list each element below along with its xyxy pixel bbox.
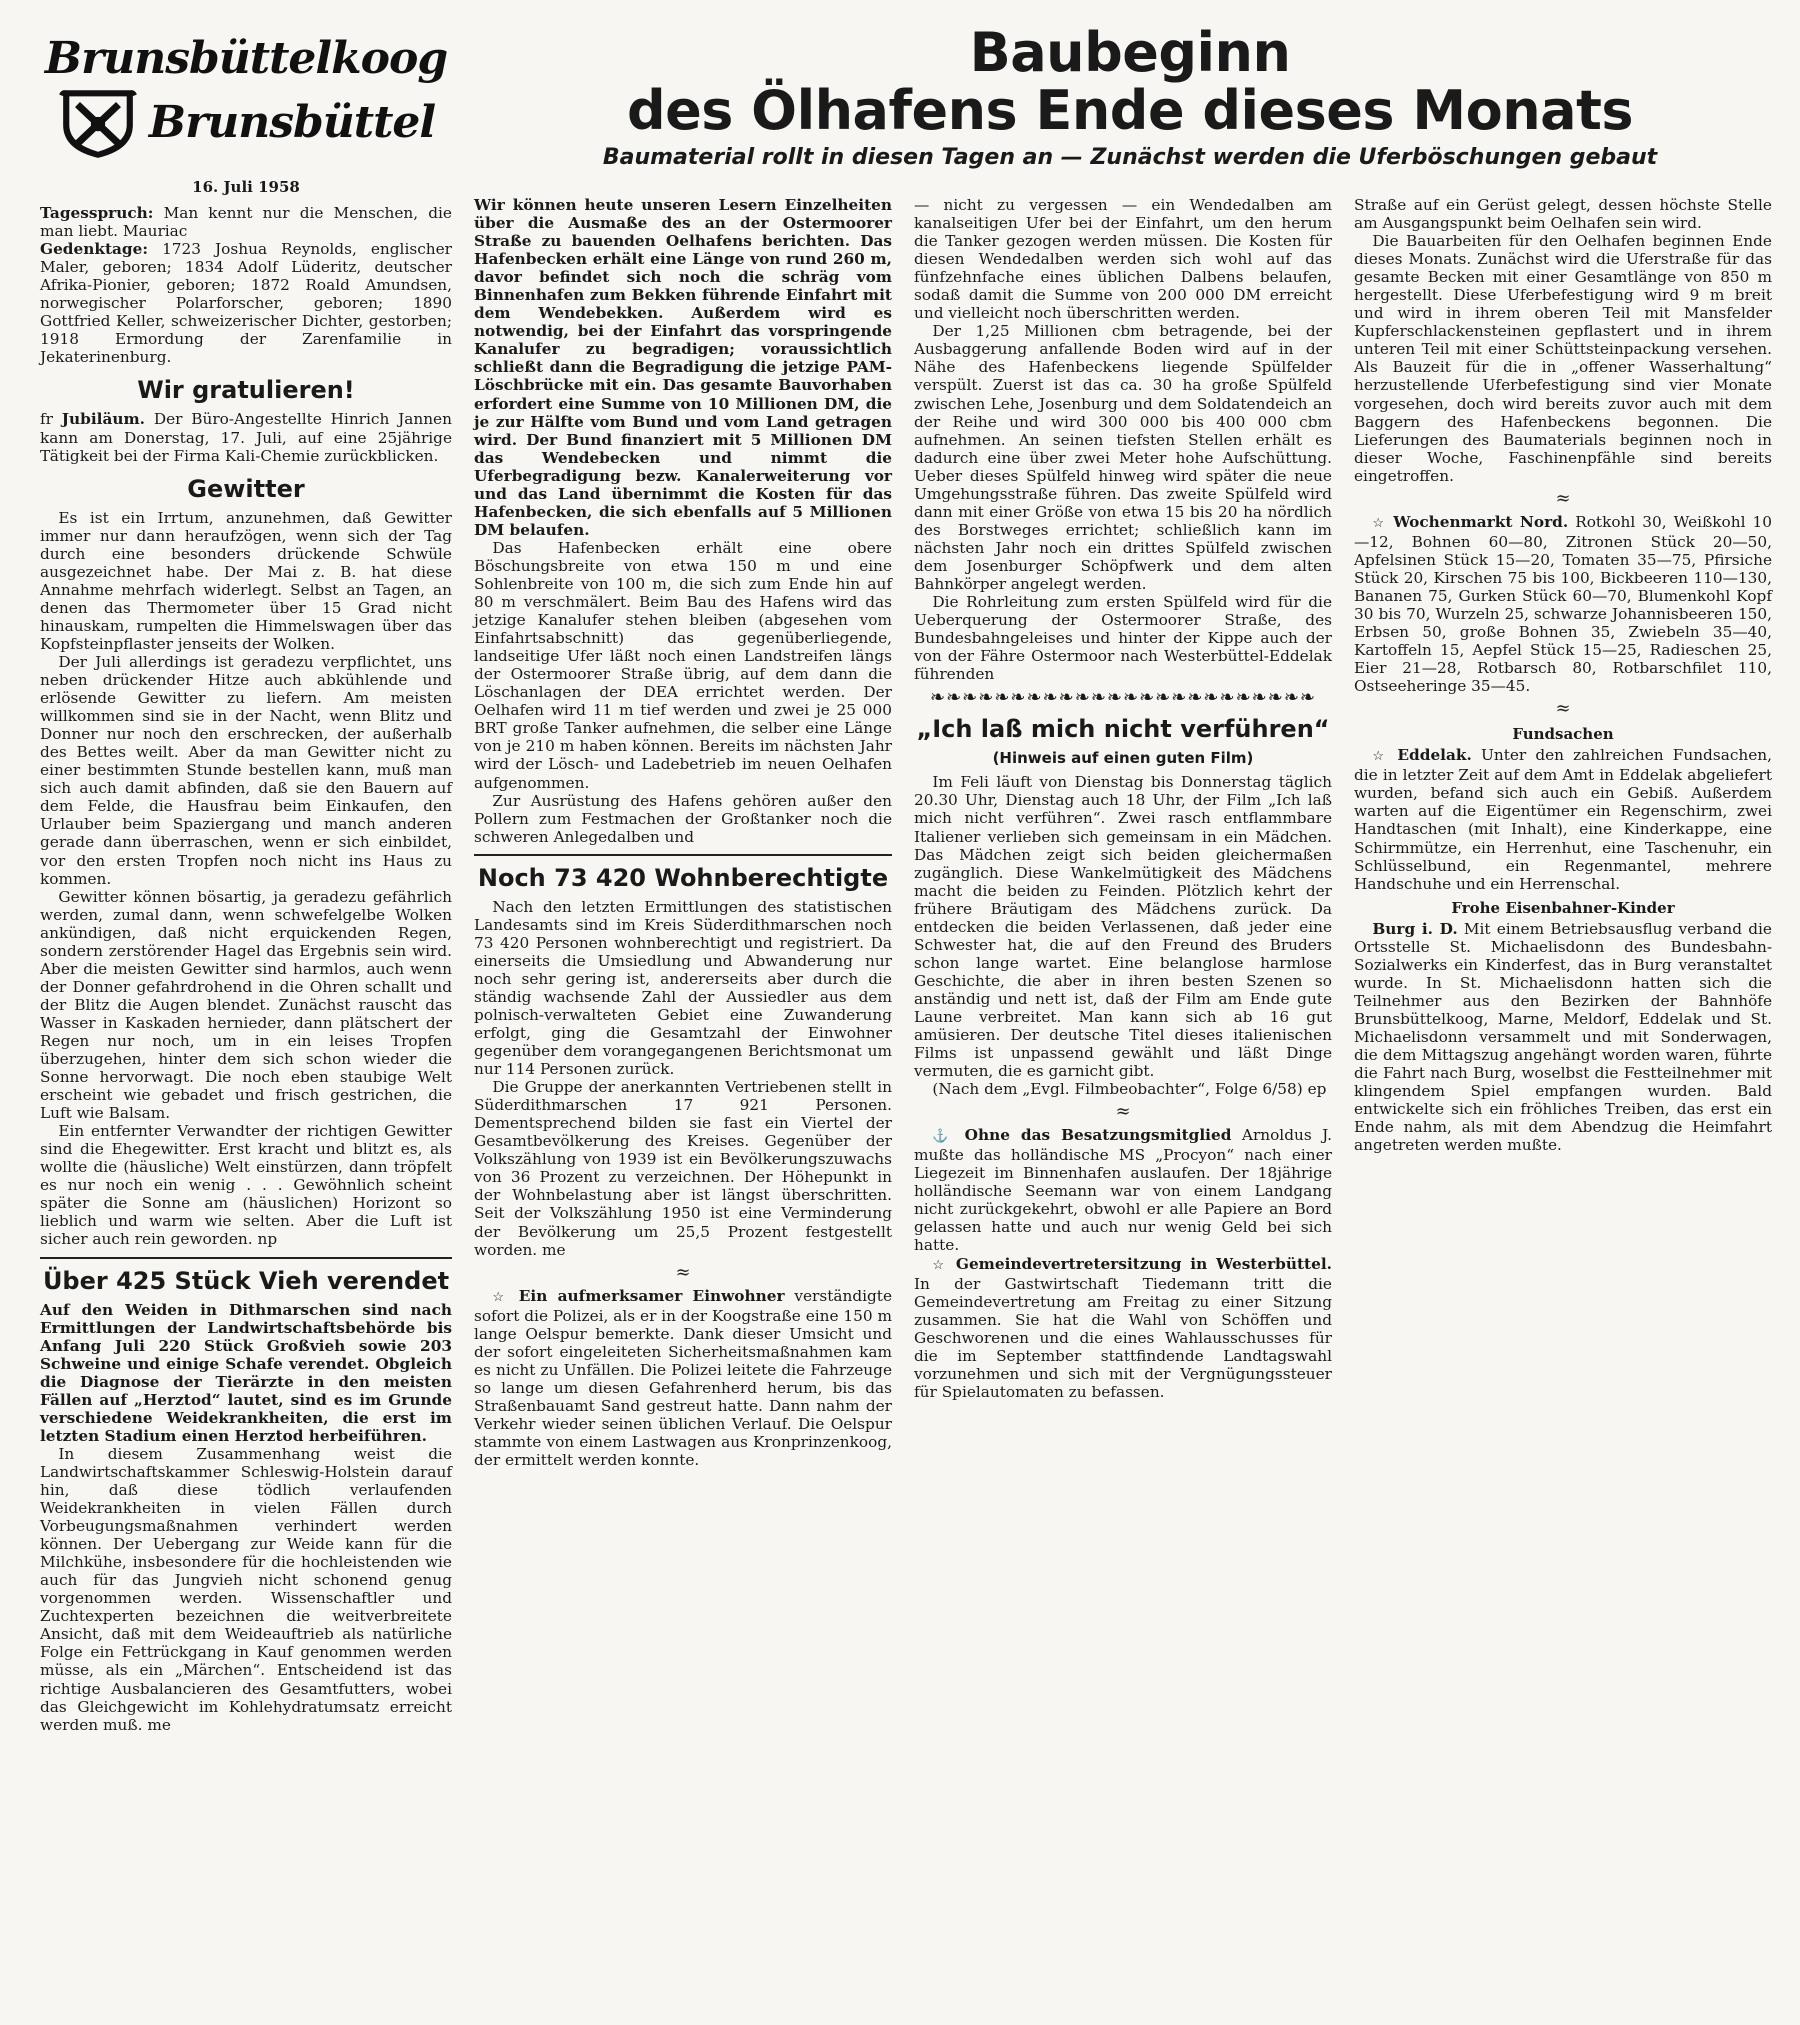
heading-fundsachen: Fundsachen xyxy=(1512,725,1614,744)
tagesspruch: Tagesspruch: Man kennt nur die Menschen, die man liebt. Mauriac xyxy=(40,204,452,241)
main-subheadline: Baumaterial rollt in diesen Tagen an — Zunächst werden die Uferböschungen gebaut xyxy=(602,145,1658,170)
heading-vieh: Über 425 Stück Vieh verendet xyxy=(42,1266,450,1295)
film-source: (Nach dem „Evgl. Filmbeobachter“, Folge 6/58) ep xyxy=(932,1080,1327,1099)
section-separator: ≈ xyxy=(1555,487,1571,509)
main-headline-line1: Baubeginn xyxy=(969,21,1291,84)
oelhafen-paragraph: Das Hafenbecken erhält eine obere Böschungsbreite von etwa 150 m und eine Sohlenbreite von 100 m, die sich zum Ende hin auf 80 m verschmälert. Beim Bau des Hafens wird das jetzige Kanalufer stehen bleiben (abgesehen vom Einfahrtsabschnitt) das gegenüberliegende, landseitige Ufer läßt noch einen Landstreifen längs der Ostermoorer Straße übrig, auf dem dann die Löschanlagen der DEA errichtet werden. Der Oelhafen wird 11 m tief werden und zwei je 25 000 BRT große Tanker aufnehmen, die selber eine Länge von je 210 m haben können. Bereits im nächsten Jahr wird der Lösch- und Ladebetrieb im neuen Oelhafen aufgenommen. xyxy=(474,538,892,792)
issue-date: 16. Juli 1958 xyxy=(192,178,300,196)
main-headline-block xyxy=(490,21,1770,172)
masthead xyxy=(40,34,452,162)
heading-gewitter: Gewitter xyxy=(187,474,305,503)
masthead-line1: Brunsbüttelkoog xyxy=(44,33,448,84)
column-1 xyxy=(40,0,452,1734)
einwohner-paragraph: ☆ Ein aufmerksamer Einwohner verständigte sofort die Polizei, als er in der Koogstraße eine 150 m lange Oelspur bemerkte. Dank dieser Umsicht und der sofort eingeleiteten Sicherheitsmaßnahmen kam es nicht zu Unfällen. Die Polizei leitete die Fahrzeuge so lange um diesen Gefahrenherd herum, bis das Straßenbauamt Sand gestreut hatte. Dann nahm der Verkehr wieder seinen üblichen Verlauf. Die Oelspur stammte von einem Lastwagen aus Kronprinzenkoog, der ermittelt werden konnte. xyxy=(474,1286,892,1470)
gemeinde-paragraph: ☆ Gemeindevertretersitzung in Westerbüttel. In der Gastwirtschaft Tiedemann tritt die Gemeindevertretung am Freitag zu einer Sitzung zusammen. Sie hat die Wahl von Schöffen und Geschworenen und die eines Wahlausschusses für die im September stattfindende Landtagswahl vorzunehmen und sich mit der Vergnügungssteuer für Spielautomaten zu befassen. xyxy=(914,1254,1332,1401)
oelhafen-paragraph: Der 1,25 Millionen cbm betragende, bei der Ausbaggerung anfallende Boden wird auf in der Nähe des Hafenbeckens liegende Spülfelder verspült. Zuerst ist das ca. 30 ha große Spülfeld zwischen Lehe, Josenburg und dem Soldatendeich an der Reihe und wird 300 000 bis 400 000 cbm aufnehmen. An seinen tiefsten Stellen erhält es dadurch eine über zwei Meter hohe Aufschüttung. Ueber dieses Spülfeld hinweg wird später die neue Umgehungsstraße führen. Das zweite Spülfeld wird dann mit einer Größe von etwa 15 bis 20 ha nördlich des Borstweges errichtet; schließlich kann im nächsten Jahr noch ein drittes Spülfeld zwischen dem Josenburger Schöpfwerk und dem alten Bahnkörper angelegt werden. xyxy=(914,322,1332,593)
oelhafen-lead: Wir können heute unseren Lesern Einzelheiten über die Ausmaße des an der Ostermoorer Straße zu bauenden Oelhafens berichten. Das Hafenbecken erhält eine Länge von rund 260 m, davor befindet sich noch die schräg vom Binnenhafen zum Bekken führende Einfahrt mit dem Wendebekken. Außerdem wird es notwendig, bei der Einfahrt das vorspringende Kanalufer zu begradigen; voraussichtlich schließt dann die Begradigung die jetzige PAM-Löschbrücke mit ein. Das gesamte Bauvorhaben erfordert eine Summe von 10 Millionen DM, die je zur Hälfte vom Bund und vom Land getragen wird. Der Bund finanziert mit 5 Millionen DM das Wendebecken und nimmt die Uferbegradigung bezw. Kanalerweiterung vor und das Land übernimmt die Kosten für das Hafenbecken, die sich ebenfalls auf 5 Millionen DM belaufen. xyxy=(474,196,892,539)
besatzung-paragraph: ⚓ Ohne das Besatzungsmitglied Arnoldus J. mußte das holländische MS „Procyon“ nach einer Liegezeit im Binnenhafen auslaufen. Der 18jährige holländische Seemann war von einem Landgang nicht zurückgekehrt, obwohl er alle Papiere an Bord gelassen hatte und auch nur wenig Geld bei sich hatte. xyxy=(914,1126,1332,1255)
gedenktage: Gedenktage: 1723 Joshua Reynolds, englischer Maler, geboren; 1834 Adolf Lüderitz, deutscher Afrika-Pionier, geboren; 1872 Roald Amundsen, norwegischer Polarforscher, geboren; 1890 Gottfried Keller, schweizerischer Dichter, gestorben; 1918 Ermordung der Zarenfamilie in Jekaterinenburg. xyxy=(40,240,452,367)
kinder-paragraph: Burg i. D. Mit einem Betriebsausflug verband die Ortsstelle St. Michaelisdonn des Bundesbahn-Sozialwerks ein Kinderfest, das in Burg veranstaltet wurde. In St. Michaelisdonn hatten sich die Teilnehmer aus den Bezirken der Bahnhöfe Brunsbüttelkoog, Marne, Meldorf, Eddelak und St. Michaelisdonn versammelt und mit Sonderwagen, die dem Mittagszug angehängt worden waren, führte die Fahrt nach Burg, woselbst die Festteilnehmer mit klingendem Spiel empfangen wurden. Bald entwickelte sich ein fröhliches Treiben, das erst ein Ende nahm, als mit dem Abendzug die Heimfahrt angetreten werden mußte. xyxy=(1354,919,1772,1155)
section-separator: ≈ xyxy=(1115,1101,1131,1123)
vieh-lead: Auf den Weiden in Dithmarschen sind nach Ermittlungen der Landwirtschaftsbehörde bis Anfang Juli 220 Stück Großvieh sowie 203 Schweine und einige Schafe verendet. Obgleich die Diagnose der Tierärzte in den meisten Fällen auf „Herztod“ lautet, sind es im Grunde verschiedene Weidekrankheiten, die erst im letzten Stadium einen Herztod herbeiführen. xyxy=(40,1300,452,1445)
fundsachen-paragraph: ☆ Eddelak. Unter den zahlreichen Fundsachen, die in letzter Zeit auf dem Amt in Eddelak abgeliefert wurden, befand sich auch ein Gebiß. Außerdem warten auf die Eigentümer ein Regenschirm, zwei Handtaschen (mit Inhalt), eine Kinderkappe, eine Schirmmütze, ein Herrenhut, eine Taschenuhr, ein Schlüsselbund, ein Regenmantel, mehrere Handschuhe und ein Herrenschal. xyxy=(1354,746,1773,893)
oelhafen-paragraph: Zur Ausrüstung des Hafens gehören außer den Pollern zum Festmachen der Großtanker noch die schweren Anlegedalben und xyxy=(474,791,892,846)
masthead-line2: Brunsbüttel xyxy=(148,97,436,148)
film-subheading: (Hinweis auf einen guten Film) xyxy=(992,749,1254,768)
main-headline-line2: des Ölhafens Ende dieses Monats xyxy=(626,79,1634,142)
ship-icon: ⚓ xyxy=(932,1129,955,1145)
wohnberechtigte-paragraph: Nach den letzten Ermittlungen des statistischen Landesamts sind im Kreis Süderdithmarschen noch 73 420 Personen wohnberechtigt und registriert. Da einerseits die Umsiedlung und Abwanderung nur noch sehr gering ist, andererseits aber durch die ständig wachsende Zahl der Aussiedler aus dem polnisch-verwalteten Gebiet eine Zuwanderung erfolgt, ging die Gesamtzahl der Einwohner gegenüber dem vorangegangenen Berichtsmonat um nur 114 Personen zurück. xyxy=(474,897,892,1079)
divider xyxy=(40,1257,452,1259)
column-3 xyxy=(914,196,1332,1401)
section-separator: ≈ xyxy=(675,1261,691,1283)
heading-eisenbahner-kinder: Frohe Eisenbahner-Kinder xyxy=(1451,898,1675,917)
star-icon: ☆ xyxy=(932,1257,948,1273)
vieh-paragraph: In diesem Zusammenhang weist die Landwirtschaftskammer Schleswig-Holstein darauf hin, daß diese tödlich verlaufenden Weidekrankheiten in vielen Fällen durch Vorbeugungsmaßnahmen verhindert werden können. Der Uebergang zur Weide kann für die Milchkühe, insbesondere für die hochleistenden wie auch für das Jungvieh nicht schonend genug vorgenommen werden. Wissenschaftler und Zuchtexperten bezeichnen die weitverbreitete Ansicht, daß mit dem Weideauftrieb als natürliche Folge ein Fettrückgang in Kauf genommen werden müsse, als ein „Märchen“. Entscheidend ist das richtige Ausbalancieren des Gesamtfutters, wobei das Gleichgewicht im Kohlehydratumsatz erreicht werden muß. me xyxy=(40,1444,452,1734)
column-4 xyxy=(1354,196,1772,1154)
heading-gratulieren: Wir gratulieren! xyxy=(137,376,355,405)
star-icon: ☆ xyxy=(492,1289,509,1305)
gewitter-paragraph: Es ist ein Irrtum, anzunehmen, daß Gewitter immer nur dann heraufzögen, wenn sich der Tag durch eine besonders drückende Schwüle ausgezeichnet habe. Der Mai z. B. hat diese Annahme mehrfach widerlegt. Selbst an Tagen, an denen das Thermometer über 15 Grad nicht hinauskam, rumpelten die Himmelswagen über das Kopfsteinpflaster jenseits der Wolken. xyxy=(40,508,452,653)
ornamental-divider: ❧❧❧❧❧❧❧❧❧❧❧❧❧❧❧❧❧❧❧❧❧❧❧❧ xyxy=(930,689,1316,708)
oelhafen-paragraph: Die Rohrleitung zum ersten Spülfeld wird für die Ueberquerung der Ostermoorer Straße, des Bundesbahngeleises und hinter der Kippe auch der von der Fähre Ostermoor nach Westerbüttel-Eddelak führenden xyxy=(914,593,1332,684)
oelhafen-paragraph: Die Bauarbeiten für den Oelhafen beginnen Ende dieses Monats. Zunächst wird die Uferstraße für das gesamte Becken mit einer Gesamtlänge von 850 m hergestellt. Diese Uferbefestigung wird 9 m breit und wird in ihrem oberen Teil mit Mansfelder Kupferschlackensteinen gepflastert und in ihrem unteren Teil mit einer Schüttsteinpackung versehen. Als Bauzeit für die in „offener Wasserhaltung“ herzustellende Uferbefestigung sind vier Monate vorgesehen, doch wird bereits zuvor auch mit dem Baggern des Hafenbeckens begonnen. Die Lieferungen des Baumaterials beginnen noch in dieser Woche, Faschinenpfähle sind bereits eingetroffen. xyxy=(1354,232,1772,485)
gewitter-paragraph: Gewitter können bösartig, ja geradezu gefährlich werden, zumal dann, wenn schwefelgelbe Wolken ankündigen, daß nicht erquickenden Regen, sondern zerstörender Hagel das Ergebnis sein wird. Aber die meisten Gewitter sind harmlos, auch wenn der Donner gefahrdrohend in die Ohren schallt und der Blitz die Augen blendet. Zunächst rauscht das Wasser in Kaskaden hernieder, dann plätschert der Regen nur noch, um in ein leises Tropfen überzugehen, hinter dem sich schon wieder die Sonne hervorwagt. Die noch eben staubige Welt erscheint wie gebadet und frisch gestrichen, die Luft wie Balsam. xyxy=(40,887,452,1123)
column-2 xyxy=(474,196,892,1469)
star-icon: ☆ xyxy=(1372,515,1387,531)
gewitter-paragraph: Ein entfernter Verwandter der richtigen Gewitter sind die Ehegewitter. Erst kracht und blitzt es, als wollte die (häusliche) Welt einstürzen, dann tröpfelt es nur noch ein wenig . . . Gewöhnlich scheint später die Sonne am (häuslichen) Horizont so lieblich und warm wie selten. Aber die Luft ist sicher auch rein geworden. np xyxy=(40,1122,452,1249)
jubilaeum-text: fr Jubiläum. Der Büro-Angestellte Hinrich Jannen kann am Donerstag, 17. Juli, auf eine 25jährige Tätigkeit bei der Firma Kali-Chemie zurückblicken. xyxy=(40,410,452,465)
coat-of-arms-icon xyxy=(57,84,139,162)
gewitter-paragraph: Der Juli allerdings ist geradezu verpflichtet, uns neben drückender Hitze auch abkühlende und erlösende Gewitter zu liefern. Am meisten willkommen sind sie in der Nacht, wenn Blitz und Donner nur noch den erschrecken, der außerhalb des Bettes weilt. Aber da man Gewitter nicht zu einer bestimmten Stunde bestellen kann, muß man sich auch damit abfinden, daß sie den Bauern auf dem Felde, die Hausfrau beim Einkaufen, den Urlauber beim Spaziergang und manch anderen gerade dann überraschen, wenn er sich einbildet, vor den ersten Tropfen noch nicht ins Haus zu kommen. xyxy=(40,652,452,888)
wochenmarkt-paragraph: ☆ Wochenmarkt Nord. Rotkohl 30, Weißkohl 10—12, Bohnen 60—80, Zitronen Stück 20—50, Apfelsinen Stück 15—20, Tomaten 35—75, Pfirsiche Stück 20, Kirschen 75 bis 100, Bickbeeren 110—130, Bananen 75, Gurken Stück 60—70, Blumenkohl Kopf 30 bis 70, Wurzeln 25, schwarze Johannisbeeren 150, Erbsen 50, große Bohnen 35, Zwiebeln 35—40, Kartoffeln 15, Aepfel Stück 15—25, Radieschen 25, Eier 21—28, Rotbarsch 80, Rotbarschfilet 110, Ostseeheringe 35—45. xyxy=(1354,512,1772,696)
wohnberechtigte-paragraph: Die Gruppe der anerkannten Vertriebenen stellt in Süderdithmarschen 17 921 Personen. Dementsprechend bilden sie fast ein Viertel der Gesamtbevölkerung des Kreises. Gegenüber der Volkszählung von 1939 ist ein Bevölkerungszuwachs von 36 Prozent zu verzeichnen. Der Höhepunkt in der Wohnbelastung aber ist längst überschritten. Seit der Volkszählung 1950 ist eine Verminderung der Bevölkerung um 25,5 Prozent festgestellt worden. me xyxy=(474,1078,892,1259)
heading-film: „Ich laß mich nicht verführen“ xyxy=(916,715,1330,744)
divider xyxy=(474,854,892,856)
section-separator: ≈ xyxy=(1555,698,1571,720)
film-paragraph: Im Feli läuft von Dienstag bis Donnerstag täglich 20.30 Uhr, Dienstag auch 18 Uhr, der Film „Ich laß mich nicht verführen“. Zwei rasch entflammbare Italiener verlieben sich gemeinsam in ein Mädchen. Das Mädchen zeigt sich beiden gleichermaßen zugänglich. Diese Wankelmütigkeit des Mädchens macht die beiden zu Feinden. Plötzlich kehrt der frühere Bräutigam des Mädchens zurück. Da entdecken die beiden Verlassenen, daß jeder eine Schwester hat, die auf den Freund des Bruders schon lange wartet. Eine belanglose harmlose Geschichte, die aber in ihren besten Szenen so anständig und nett ist, daß der Film am Ende gute Laune verbreitet. Man kann sich ab 16 gut amüsieren. Der deutsche Titel dieses italienischen Films ist unpassend gewählt und läßt Dinge vermuten, die es garnicht gibt. xyxy=(914,773,1332,1081)
star-icon: ☆ xyxy=(1372,749,1389,765)
oelhafen-continued: — nicht zu vergessen — ein Wendedalben am kanalseitigen Ufer bei der Einfahrt, um den herum die Tanker gezogen werden müssen. Die Kosten für diesen Wendedalben werden sich wohl auf das fünfzehnfache eines üblichen Dalbens belaufen, sodaß damit die Summe von 200 000 DM erreicht und vielleicht noch überschritten werden. xyxy=(914,196,1332,323)
heading-wohnberechtigte: Noch 73 420 Wohnberechtigte xyxy=(477,863,889,892)
oelhafen-continued: Straße auf ein Gerüst gelegt, dessen höchste Stelle am Ausgangspunkt beim Oelhafen sein wird. xyxy=(1354,196,1772,233)
